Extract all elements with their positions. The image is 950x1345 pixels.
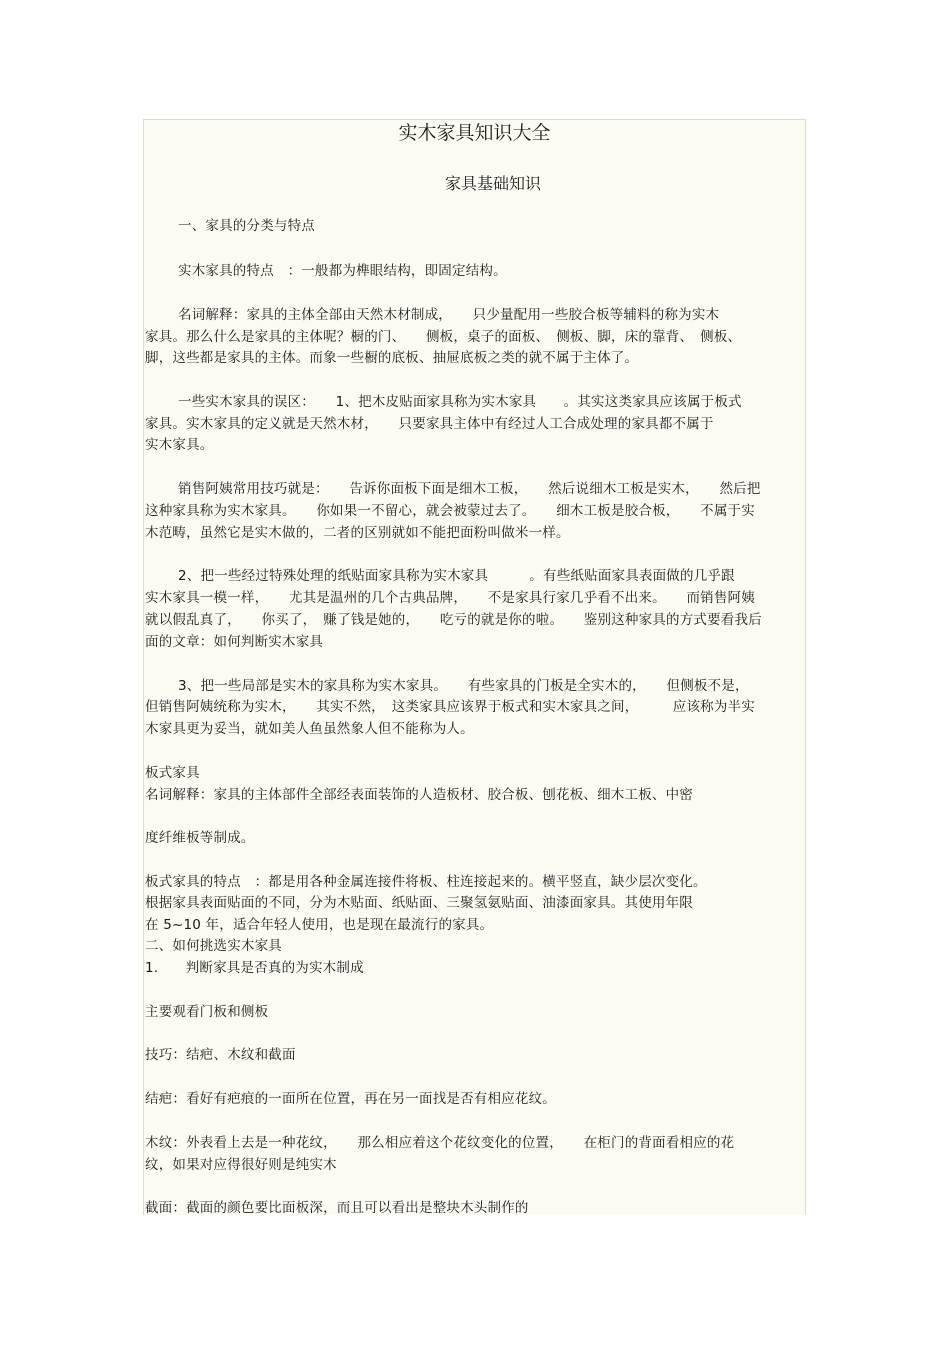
paragraph-line: 木家具更为妥当，就如美人鱼虽然象人但不能称为人。 [145,721,474,737]
paragraph-line: 实木家具的特点 ：一般都为榫眼结构，即固定结构。 [178,263,507,279]
paragraph-line: 板式家具的特点 ：都是用各种金属连接件将板、柱连接起来的。横平竖直，缺少层次变化。 [145,874,707,890]
paragraph-line: 但销售阿姨统称为实木， 其实不然， 这类家具应该界于板式和实木家具之间， 应该称为半实 [145,699,755,715]
paragraph-line: 实木家具。 [145,437,214,453]
paragraph-line: 名词解释：家具的主体全部由天然木材制成， 只少量配用一些胶合板等辅料的称为实木 [178,307,720,323]
paragraph-line: 脚，这些都是家具的主体。而象一些橱的底板、抽屉底板之类的就不属于主体了。 [145,350,639,366]
paragraph-line: 在 5~10 年，适合年轻人使用，也是现在最流行的家具。 [145,917,494,933]
paragraph-line: 这种家具称为实木家具。 你如果一不留心，就会被蒙过去了。 细木工板是胶合板， 不属于实 [145,503,755,519]
list-item: 1. 判断家具是否真的为实木制成 [145,960,364,976]
section-heading: 板式家具 [145,765,200,781]
paragraph-line: 纹，如果对应得很好则是纯实木 [145,1157,337,1173]
section-heading: 二、如何挑选实木家具 [145,938,282,954]
paragraph-line: 根据家具表面贴面的不同，分为木贴面、纸贴面、三聚氢氨贴面、油漆面家具。其使用年限 [145,895,693,911]
paragraph-line: 一些实木家具的误区： 1、把木皮贴面家具称为实木家具 。其实这类家具应该属于板式 [178,394,742,410]
paragraph-line: 截面：截面的颜色要比面板深，而且可以看出是整块木头制作的 [145,1200,529,1216]
paragraph-line: 技巧：结疤、木纹和截面 [145,1047,296,1063]
paragraph-line: 木范畴，虽然它是实木做的，二者的区别就如不能把面粉叫做米一样。 [145,525,570,541]
paragraph-line: 度纤维板等制成。 [145,830,255,846]
paragraph-line: 3、把一些局部是实木的家具称为实木家具。 有些家具的门板是全实木的， 但侧板不是， [178,678,749,694]
paragraph-line: 结疤：看好有疤痕的一面所在位置，再在另一面找是否有相应花纹。 [145,1091,556,1107]
paragraph-line: 销售阿姨常用技巧就是： 告诉你面板下面是细木工板， 然后说细木工板是实木， 然后把 [178,481,761,497]
paragraph-line: 2、把一些经过特殊处理的纸贴面家具称为实木家具 。有些纸贴面家具表面做的几乎跟 [178,568,735,584]
paragraph-line: 木纹：外表看上去是一种花纹， 那么相应着这个花纹变化的位置， 在柜门的背面看相应的花 [145,1135,735,1151]
paragraph-line: 实木家具一模一样， 尤其是温州的几个古典品牌， 不是家具行家几乎看不出来。 而销售阿姨 [145,590,755,606]
paragraph-line: 家具。那么什么是家具的主体呢？橱的门、 侧板，桌子的面板、 侧板、脚，床的靠背、 侧板、 [145,329,742,345]
document-title: 实木家具知识大全 [398,122,551,144]
paragraph-line: 就以假乱真了， 你买了， 赚了钱是她的， 吃亏的就是你的啦。 鉴别这种家具的方式要看我后 [145,612,762,628]
section-heading: 一、家具的分类与特点 [178,218,315,234]
document-subtitle: 家具基础知识 [444,174,541,193]
paragraph-line: 面的文章：如何判断实木家具 [145,634,324,650]
paragraph-line: 名词解释：家具的主体部件全部经表面装饰的人造板材、胶合板、刨花板、细木工板、中密 [145,787,693,803]
paragraph-line: 主要观看门板和侧板 [145,1004,269,1020]
paragraph-line: 家具。实木家具的定义就是天然木材， 只要家具主体中有经过人工合成处理的家具都不属于 [145,416,714,432]
